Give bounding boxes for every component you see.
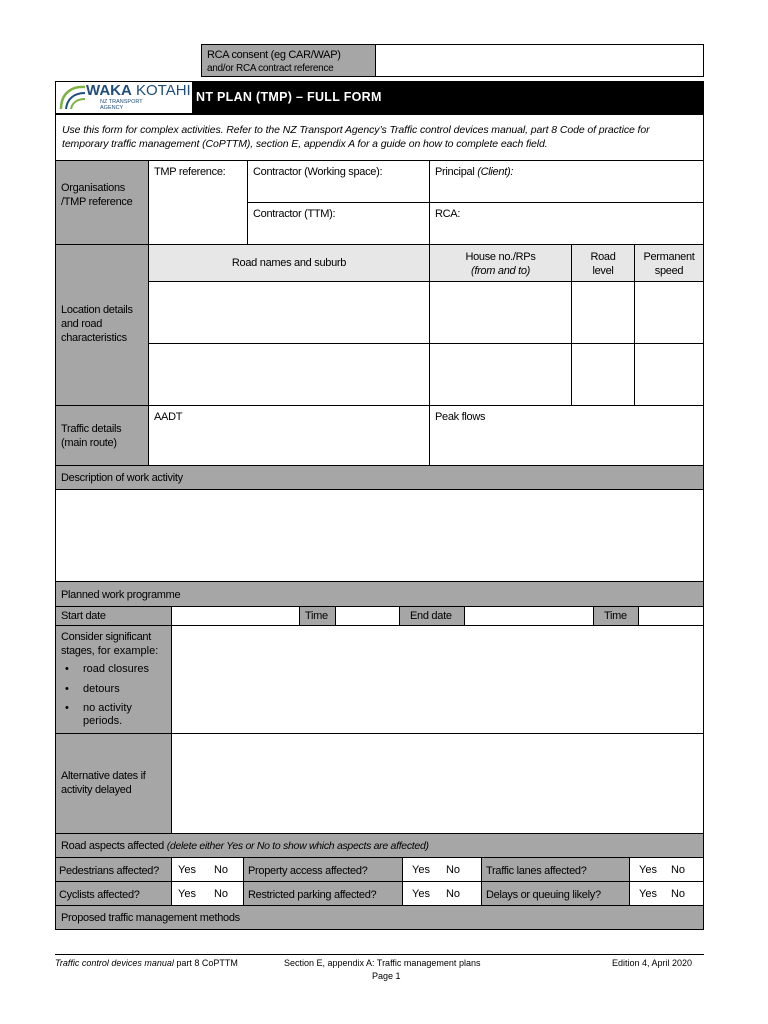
no-option[interactable]: No: [445, 864, 461, 876]
aspects-note: (delete either Yes or No to show which aspects are affected): [166, 840, 429, 852]
road-level-row2[interactable]: [571, 343, 635, 406]
intro-text: Use this form for complex activities. Refer to the NZ Transport Agency’s Traffic control devices manual, part 8 Code of practice for temporary traffic management (CoPTTM), section E, appendix A for a guide on how to complete each field.: [55, 114, 704, 161]
description-field[interactable]: [55, 489, 704, 582]
delays-choice[interactable]: [629, 881, 704, 906]
peak-flows-field[interactable]: [429, 405, 704, 466]
stages-field[interactable]: [171, 625, 704, 734]
contractor-ttm-label: Contractor (TTM):: [253, 208, 336, 220]
time2-label: Time: [593, 606, 639, 626]
col-speed: Permanent speed: [634, 244, 704, 282]
logo-sub-1: NZ TRANSPORT: [100, 99, 143, 105]
aspects-label: Road aspects affected (delete either Yes or No to show which aspects are affected): [55, 833, 704, 858]
end-date-label: End date: [399, 606, 465, 626]
logo-sub-2: AGENCY: [100, 105, 124, 111]
traffic-label: Traffic details (main route): [55, 405, 149, 466]
logo-text-bold: WAKA: [86, 82, 132, 99]
col-house: House no./RPs (from and to): [429, 244, 572, 282]
no-option[interactable]: No: [445, 888, 461, 900]
no-option[interactable]: No: [670, 864, 686, 876]
tmp-reference-label: TMP reference:: [154, 166, 226, 178]
footer-edition: Edition 4, April 2020: [612, 958, 693, 968]
list-item: • no activity periods.: [83, 702, 166, 728]
footer-rule: [55, 954, 704, 955]
col-road-names: Road names and suburb: [148, 244, 430, 282]
location-label: Location details and road characteristics: [55, 244, 149, 406]
consent-field[interactable]: [375, 44, 704, 77]
stages-list: [61, 662, 166, 728]
house-row2[interactable]: [429, 343, 572, 406]
col-road-level: Road level: [571, 244, 635, 282]
logo-mark-icon: [58, 83, 88, 111]
aadt-label: AADT: [154, 411, 183, 423]
consent-label-line2: and/or RCA contract reference: [207, 63, 334, 74]
contractor-ws-field[interactable]: [247, 160, 430, 203]
delays-label: Delays or queuing likely?: [481, 881, 630, 906]
time2-field[interactable]: [638, 606, 704, 626]
consent-label: [201, 44, 376, 77]
principal-label: Principal: [435, 166, 475, 178]
traffic-lanes-choice[interactable]: [629, 857, 704, 882]
contractor-ws-label: Contractor (Working space):: [253, 166, 383, 178]
principal-field[interactable]: [429, 160, 704, 203]
restricted-parking-choice[interactable]: [402, 881, 482, 906]
traffic-lanes-label: Traffic lanes affected?: [481, 857, 630, 882]
yes-option[interactable]: Yes: [178, 864, 196, 876]
road-names-row2[interactable]: [148, 343, 430, 406]
alt-dates-label: Alternative dates if activity delayed: [55, 733, 172, 834]
footer-manual: Traffic control devices manual part 8 CoPTTM: [55, 958, 238, 968]
tmp-reference-field[interactable]: [148, 160, 248, 245]
no-option[interactable]: No: [670, 888, 686, 900]
yes-option[interactable]: Yes: [639, 888, 657, 900]
contractor-ttm-field[interactable]: [247, 202, 430, 245]
footer-page: Page 1: [372, 971, 401, 981]
yes-option[interactable]: Yes: [178, 888, 196, 900]
organisations-label: Organisations /TMP reference: [55, 160, 149, 245]
consent-label-line1: RCA consent (eg CAR/WAP): [207, 49, 341, 61]
no-option[interactable]: No: [213, 864, 229, 876]
time1-label: Time: [299, 606, 336, 626]
aadt-field[interactable]: [148, 405, 430, 466]
start-date-label: Start date: [55, 606, 172, 626]
logo: [56, 82, 192, 113]
rca-field[interactable]: [429, 202, 704, 245]
list-item: • detours: [83, 682, 166, 696]
end-date-field[interactable]: [464, 606, 594, 626]
stages-label: Consider significant stages, for example: • road closures • detours • no activity periods.: [55, 625, 172, 734]
peak-flows-label: Peak flows: [435, 411, 486, 423]
road-names-row1[interactable]: [148, 281, 430, 344]
property-access-label: Property access affected?: [243, 857, 403, 882]
methods-label: Proposed traffic management methods: [55, 905, 704, 930]
start-date-field[interactable]: [171, 606, 300, 626]
speed-row2[interactable]: [634, 343, 704, 406]
rca-label: RCA:: [435, 208, 461, 220]
logo-text-light: KOTAHI: [136, 82, 191, 99]
footer-section: Section E, appendix A: Traffic management plans: [284, 958, 481, 968]
time1-field[interactable]: [335, 606, 400, 626]
page-title: NT PLAN (TMP) – FULL FORM: [196, 90, 382, 104]
restricted-parking-label: Restricted parking affected?: [243, 881, 403, 906]
pedestrians-choice[interactable]: [171, 857, 244, 882]
description-label: Description of work activity: [55, 465, 704, 490]
programme-label: Planned work programme: [55, 581, 704, 607]
yes-option[interactable]: Yes: [412, 888, 430, 900]
no-option[interactable]: No: [213, 888, 229, 900]
alt-dates-field[interactable]: [171, 733, 704, 834]
speed-row1[interactable]: [634, 281, 704, 344]
principal-client-label: (Client):: [477, 166, 514, 178]
yes-option[interactable]: Yes: [412, 864, 430, 876]
cyclists-choice[interactable]: [171, 881, 244, 906]
yes-option[interactable]: Yes: [639, 864, 657, 876]
pedestrians-label: Pedestrians affected?: [55, 857, 172, 882]
cyclists-label: Cyclists affected?: [55, 881, 172, 906]
road-level-row1[interactable]: [571, 281, 635, 344]
house-row1[interactable]: [429, 281, 572, 344]
property-access-choice[interactable]: [402, 857, 482, 882]
list-item: • road closures: [83, 662, 166, 676]
